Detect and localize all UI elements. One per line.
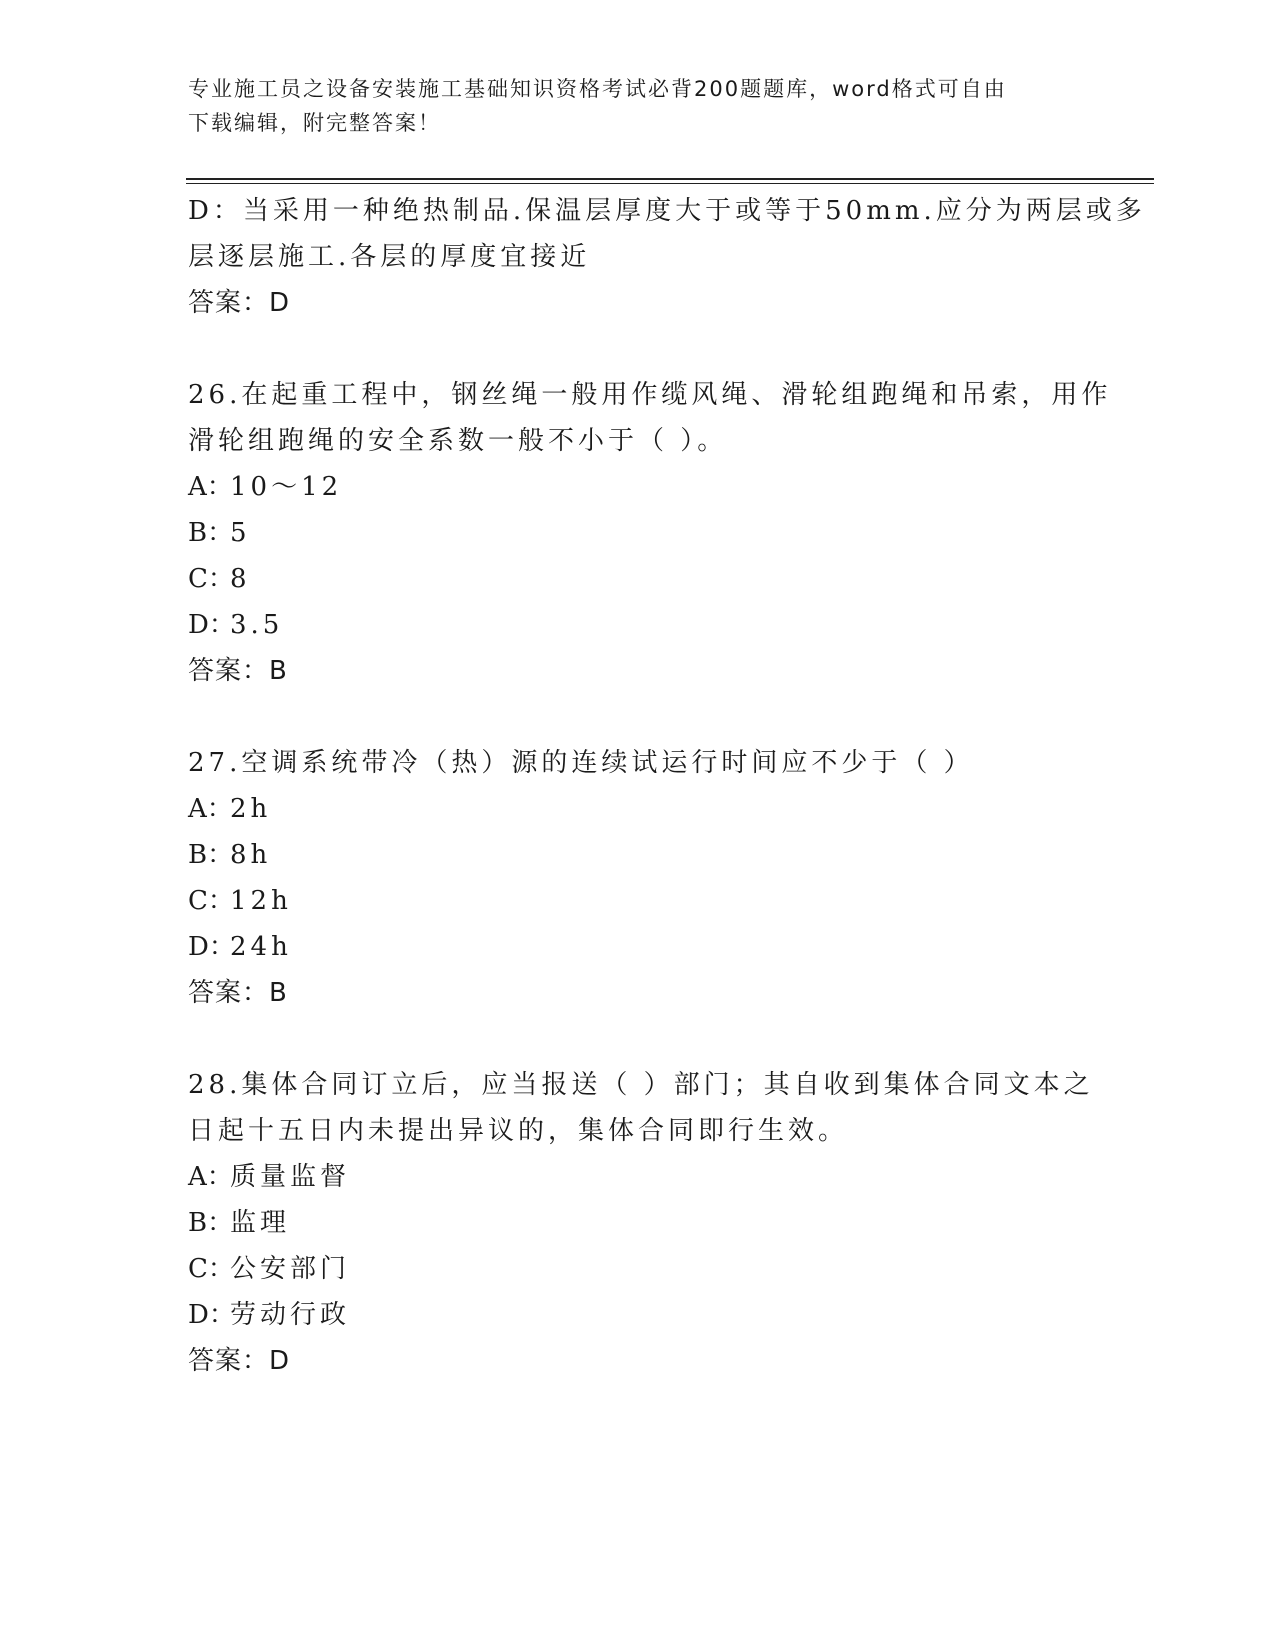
option-label: A： (188, 472, 233, 502)
option-text: 3.5 (230, 610, 284, 640)
option-label: B： (188, 840, 234, 870)
option-a (188, 1154, 1088, 1200)
option-c (188, 1246, 1088, 1292)
option-d (188, 602, 1088, 648)
question-stem-line-2: 滑轮组跑绳的安全系数一般不小于（ ）。 (188, 426, 728, 456)
question-27 (188, 740, 1088, 1016)
option-text: 12h (230, 886, 292, 916)
option-label: C： (188, 886, 234, 916)
option-c (188, 556, 1088, 602)
option-label: C： (188, 564, 234, 594)
option-label: A： (188, 1162, 233, 1192)
option-text: 8 (230, 564, 251, 594)
option-text: 监理 (230, 1208, 291, 1238)
option-label: C： (188, 1254, 234, 1284)
option-d (188, 1292, 1088, 1338)
option-text: 8h (230, 840, 272, 870)
option-b (188, 1200, 1088, 1246)
option-label: D： (188, 1300, 235, 1330)
spacer (188, 1016, 1088, 1062)
option-a (188, 786, 1088, 832)
answer-line: 答案：B (188, 656, 288, 686)
option-text: 公安部门 (230, 1254, 351, 1284)
header-line-1: 专业施工员之设备安装施工基础知识资格考试必背200题题库，word格式可自由 (188, 77, 1007, 101)
header-line-2: 下载编辑，附完整答案！ (188, 111, 441, 135)
question-stem-line-1: 28.集体合同订立后，应当报送（ ）部门；其自收到集体合同文本之 (188, 1070, 1094, 1100)
document-body (188, 188, 1146, 1384)
question-stem-line-2: 日起十五日内未提出异议的，集体合同即行生效。 (188, 1116, 849, 1146)
option-label: B： (188, 1208, 234, 1238)
header-divider-thin (186, 183, 1154, 184)
option-a (188, 464, 1088, 510)
option-b (188, 832, 1088, 878)
question-stem-line-1: 27.空调系统带冷（热）源的连续试运行时间应不少于（ ） (188, 748, 974, 778)
option-d-line-1: D：当采用一种绝热制品.保温层厚度大于或等于50mm.应分为两层或多 (188, 196, 1146, 226)
option-text: 2h (230, 794, 272, 824)
question-28 (188, 1062, 1094, 1384)
option-text: 质量监督 (230, 1162, 351, 1192)
option-label: D： (188, 932, 235, 962)
option-d (188, 924, 1088, 970)
option-text: 5 (230, 518, 251, 548)
option-label: B： (188, 518, 234, 548)
option-b (188, 510, 1088, 556)
option-label: A： (188, 794, 233, 824)
answer-line: 答案：D (188, 1346, 291, 1376)
answer-line: 答案：B (188, 978, 288, 1008)
option-c (188, 878, 1088, 924)
document-header (188, 72, 1078, 140)
option-label: D： (188, 610, 235, 640)
option-text: 24h (230, 932, 292, 962)
header-divider-thick (186, 178, 1154, 180)
question-26 (188, 372, 1112, 694)
option-d-line-2: 层逐层施工.各层的厚度宜接近 (188, 242, 591, 272)
option-text: 10～12 (230, 472, 343, 502)
option-text: 劳动行政 (230, 1300, 351, 1330)
spacer (188, 326, 1088, 372)
question-stem-line-1: 26.在起重工程中，钢丝绳一般用作缆风绳、滑轮组跑绳和吊索，用作 (188, 380, 1112, 410)
previous-question-tail (188, 188, 1146, 326)
spacer (188, 694, 1088, 740)
answer-line: 答案：D (188, 288, 291, 318)
